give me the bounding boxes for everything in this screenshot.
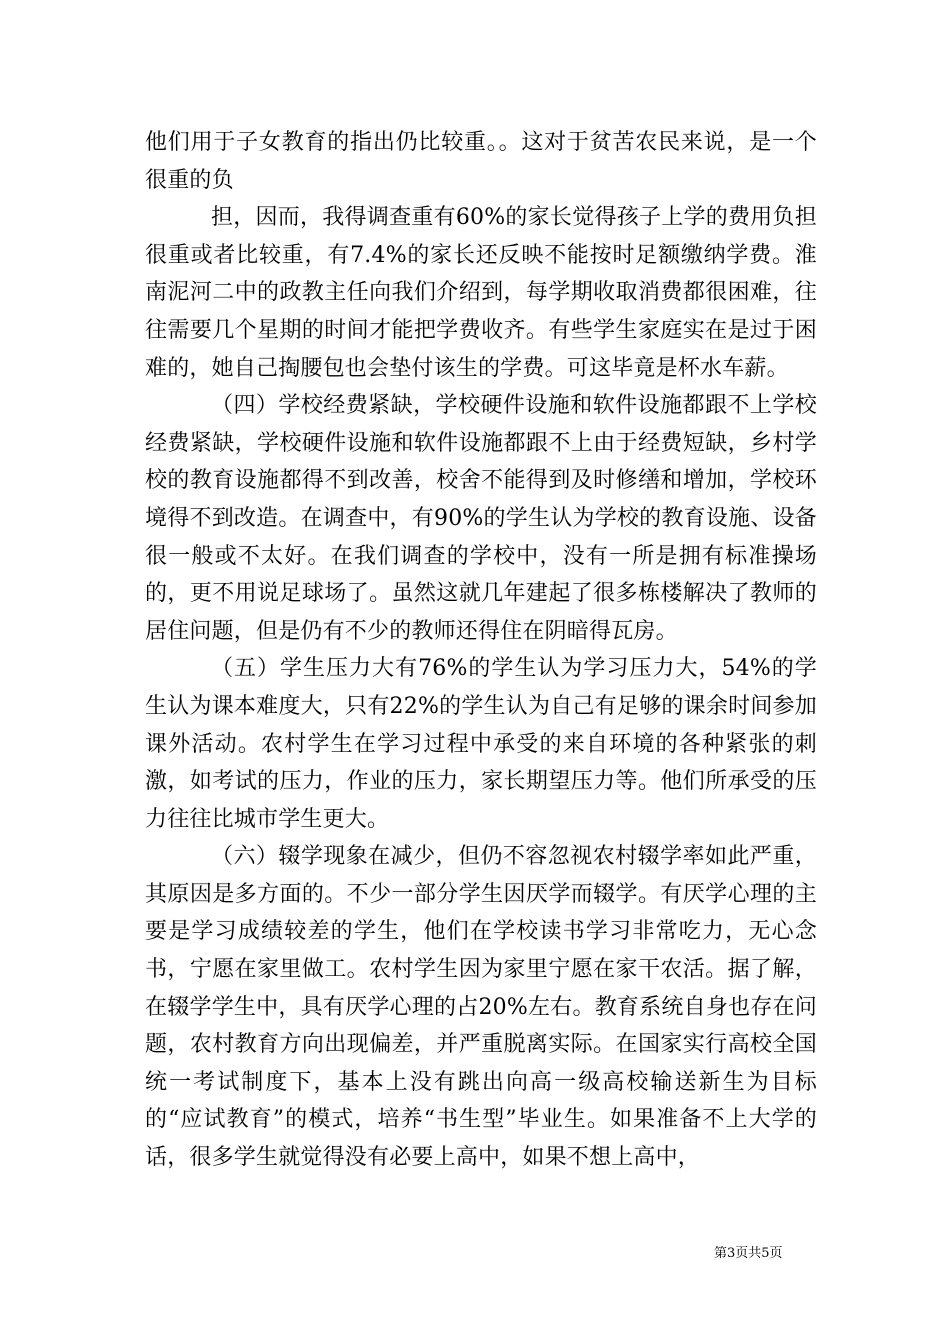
paragraph-4: （五）学生压力大有76%的学生认为学习压力大，54%的学生认为课本难度大，只有22%的学生认为自己有足够的课余时间参加课外活动。农村学生在学习过程中承受的来自环境的各种紧张的刺激，如考试的压力，作业的压力，家长期望压力等。他们所承受的压力往往比城市学生更大。 [145, 656, 817, 832]
paragraph-5: （六）辍学现象在减少，但仍不容忽视农村辍学率如此严重，其原因是多方面的。不少一部分学生因厌学而辍学。有厌学心理的主要是学习成绩较差的学生，他们在学校读书学习非常吃力，无心念书，宁愿在家里做工。农村学生因为家里宁愿在家干农活。据了解，在辍学学生中，具有厌学心理的占20%左右。教育系统自身也存在问题，农村教育方向出现偏差，并严重脱离实际。在国家实行高校全国统一考试制度下，基本上没有跳出向高一级高校输送新生为目标的“应试教育”的模式，培养“书生型”毕业生。如果准备不上大学的话，很多学生就觉得没有必要上高中，如果不想上高中， [145, 844, 817, 1171]
paragraph-3: （四）学校经费紧缺，学校硬件设施和软件设施都跟不上学校经费紧缺，学校硬件设施和软件设施都跟不上由于经费短缺，乡村学校的教育设施都得不到改善，校舍不能得到及时修缮和增加，学校环境得不到改造。在调查中，有90%的学生认为学校的教育设施、设备很一般或不太好。在我们调查的学校中，没有一所是拥有标准操场的，更不用说足球场了。虽然这就几年建起了很多栋楼解决了教师的居住问题，但是仍有不少的教师还得住在阴暗得瓦房。 [145, 393, 817, 644]
paragraph-1: 他们用于子女教育的指出仍比较重。。这对于贫苦农民来说，是一个很重的负 [145, 130, 817, 193]
document-body [145, 124, 817, 1177]
paragraph-2: 担，因而，我得调查重有60%的家长觉得孩子上学的费用负担很重或者比较重，有7.4%的家长还反映不能按时足额缴纳学费。淮南泥河二中的政教主任向我们介绍到，每学期收取消费都很困难，往往需要几个星期的时间才能把学费收齐。有些学生家庭实在是过于困难的，她自己掏腰包也会垫付该生的学费。可这毕竟是杯水车薪。 [145, 205, 817, 381]
page-number-footer: 第3页共5页 [714, 1246, 783, 1261]
